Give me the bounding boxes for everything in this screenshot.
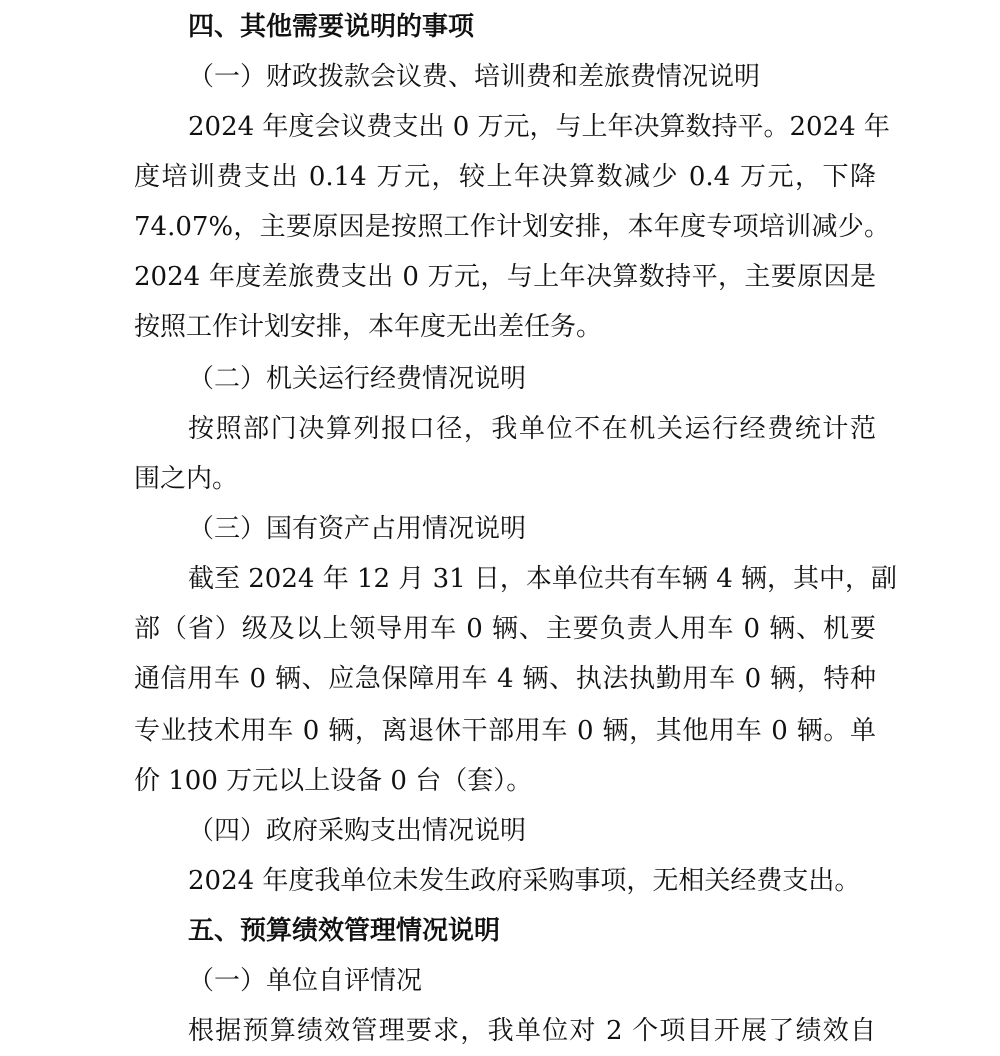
section-heading-4: 四、其他需要说明的事项: [188, 12, 475, 42]
paragraph-line: 根据预算绩效管理要求，我单位对 2 个项目开展了绩效自: [188, 1016, 876, 1046]
paragraph-line: 专业技术用车 0 辆，离退休干部用车 0 辆，其他用车 0 辆。单: [134, 716, 876, 746]
subsection-heading-4-2: （二）机关运行经费情况说明: [188, 364, 527, 394]
paragraph-line: 2024 年度会议费支出 0 万元，与上年决算数持平。2024 年: [188, 112, 890, 142]
section-heading-5: 五、预算绩效管理情况说明: [188, 916, 501, 946]
subsection-heading-4-4: （四）政府采购支出情况说明: [188, 816, 527, 846]
paragraph-line: 按照工作计划安排，本年度无出差任务。: [134, 312, 603, 342]
paragraph-line: 截至 2024 年 12 月 31 日，本单位共有车辆 4 辆，其中，副: [188, 564, 897, 594]
paragraph-line: 2024 年度我单位未发生政府采购事项，无相关经费支出。: [188, 866, 861, 896]
subsection-heading-4-3: （三）国有资产占用情况说明: [188, 514, 527, 544]
subsection-heading-5-1: （一）单位自评情况: [188, 966, 423, 996]
paragraph-line: 按照部门决算列报口径，我单位不在机关运行经费统计范: [188, 414, 876, 444]
paragraph-line: 度培训费支出 0.14 万元，较上年决算数减少 0.4 万元，下降: [134, 162, 876, 192]
paragraph-line: 通信用车 0 辆、应急保障用车 4 辆、执法执勤用车 0 辆，特种: [134, 664, 876, 694]
paragraph-line: 74.07%，主要原因是按照工作计划安排，本年度专项培训减少。: [134, 212, 890, 242]
paragraph-line: 价 100 万元以上设备 0 台（套）。: [134, 766, 533, 796]
paragraph-line: 部（省）级及以上领导用车 0 辆、主要负责人用车 0 辆、机要: [134, 614, 876, 644]
subsection-heading-4-1: （一）财政拨款会议费、培训费和差旅费情况说明: [188, 62, 761, 92]
paragraph-line: 围之内。: [134, 464, 239, 494]
paragraph-line: 2024 年度差旅费支出 0 万元，与上年决算数持平，主要原因是: [134, 262, 876, 292]
